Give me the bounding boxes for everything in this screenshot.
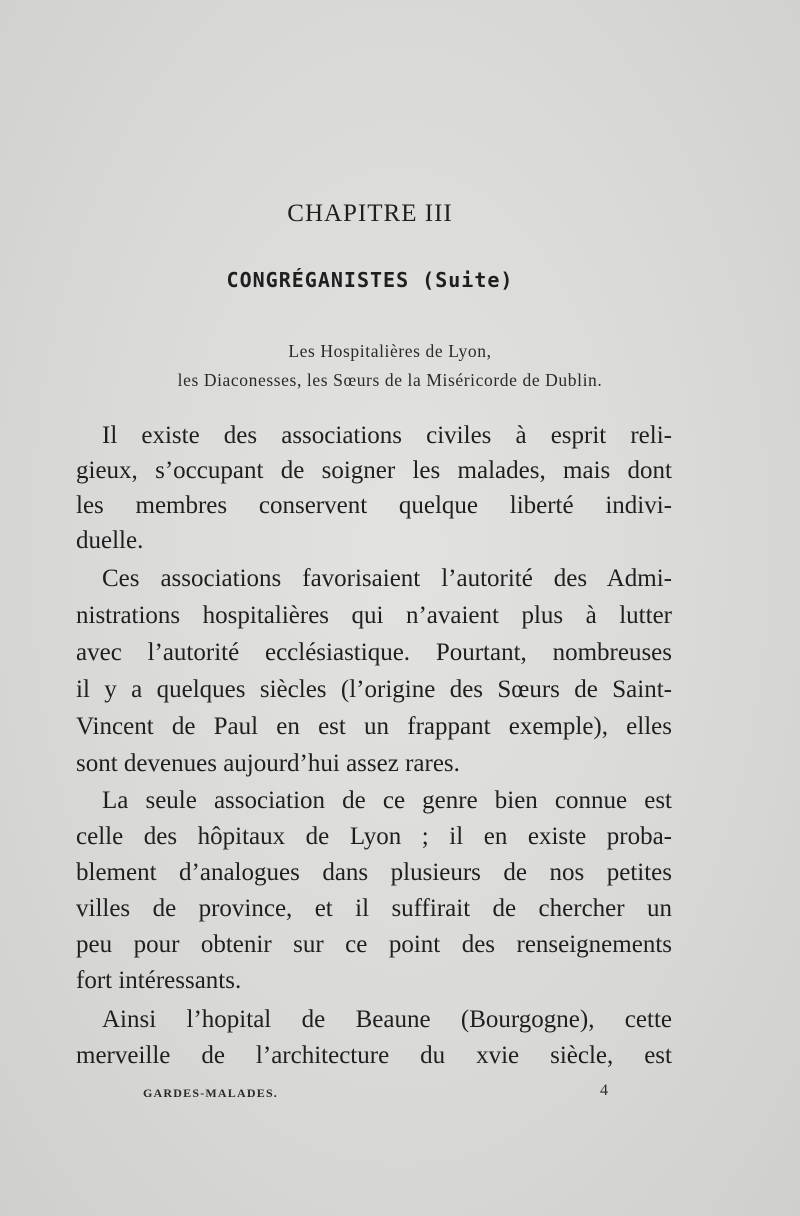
section-title: CONGRÉGANISTES (Suite) [226, 268, 514, 292]
paragraph-3-line-2: celle des hôpitaux de Lyon ; il en existe proba- [76, 823, 672, 850]
paragraph-3-line-3: blement d’analogues dans plusieurs de nos petites [76, 859, 672, 886]
paragraph-1-line-2: gieux, s’occupant de soigner les malades, mais dont [76, 457, 672, 484]
paragraph-4-line-2: merveille de l’architecture du xvie siècle, est [76, 1042, 672, 1069]
paragraph-2-line-3: avec l’autorité ecclésiastique. Pourtant, nombreuses [76, 639, 672, 666]
paragraph-1-line-4: duelle. [76, 527, 144, 554]
running-footer-title: GARDES-MALADES. [143, 1086, 279, 1100]
paragraph-2-line-4: il y a quelques siècles (l’origine des Sœurs de Saint- [76, 676, 672, 703]
paragraph-2-line-2: nistrations hospitalières qui n’avaient plus à lutter [76, 602, 672, 629]
paragraph-3-line-5: peu pour obtenir sur ce point des renseignements [76, 931, 672, 958]
chapter-title: CHAPITRE III [287, 200, 453, 227]
paragraph-2-line-6: sont devenues aujourd’hui assez rares. [76, 750, 460, 777]
paragraph-3-line-6: fort intéressants. [76, 967, 242, 994]
paragraph-2-line-5: Vincent de Paul en est un frappant exemple), elles [76, 713, 672, 740]
paragraph-3-line-1: La seule association de ce genre bien connue est [102, 787, 672, 814]
paragraph-4-line-1: Ainsi l’hopital de Beaune (Bourgogne), cette [102, 1006, 672, 1033]
paragraph-1-line-3: les membres conservent quelque liberté indivi- [76, 492, 672, 519]
paragraph-3-line-4: villes de province, et il suffirait de chercher un [76, 895, 672, 922]
signature-mark: 4 [600, 1082, 608, 1099]
subtitle-line-2: les Diaconesses, les Sœurs de la Miséricorde de Dublin. [177, 370, 603, 390]
paragraph-1-line-1: Il existe des associations civiles à esprit reli- [102, 422, 672, 449]
paragraph-2-line-1: Ces associations favorisaient l’autorité des Admi- [102, 565, 672, 592]
subtitle-line-1: Les Hospitalières de Lyon, [288, 341, 492, 361]
